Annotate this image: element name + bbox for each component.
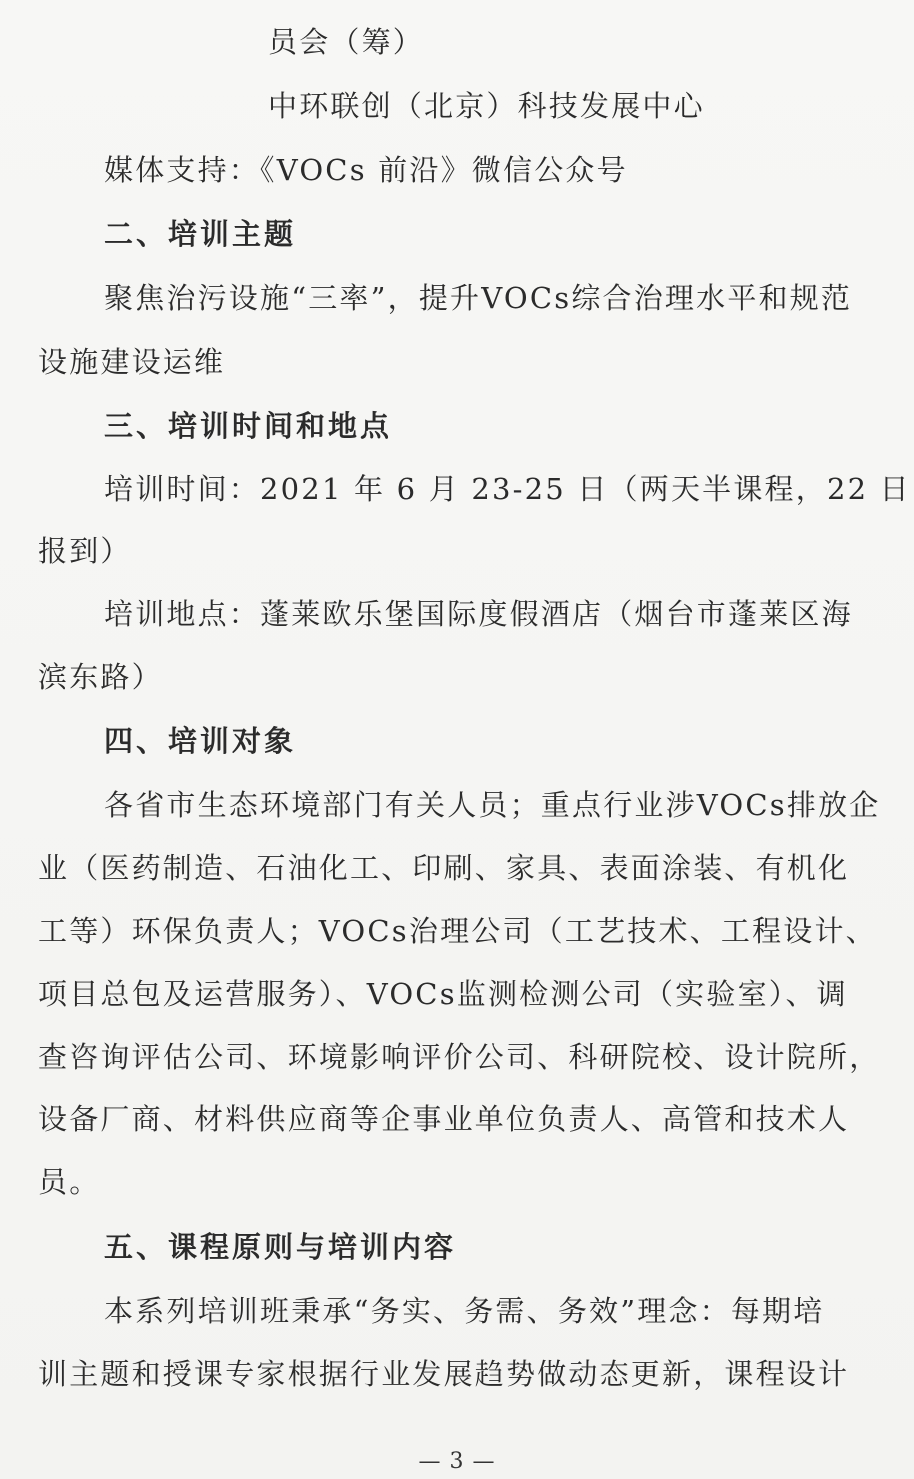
section-heading-time-place: 三、培训时间和地点 (104, 409, 393, 443)
organizer-line-1: 员会（筹） (268, 25, 425, 59)
theme-line-1: 聚焦治污设施“三率”，提升VOCs综合治理水平和规范 (104, 281, 853, 315)
audience-line-4: 项目总包及运营服务）、VOCs监测检测公司（实验室）、调 (38, 977, 848, 1011)
audience-line-2: 业（医药制造、石油化工、印刷、家具、表面涂装、有机化 (38, 851, 850, 885)
audience-line-6: 设备厂商、材料供应商等企事业单位负责人、高管和技术人 (38, 1102, 850, 1136)
course-line-1: 本系列培训班秉承“务实、务需、务效”理念：每期培 (104, 1294, 825, 1328)
section-heading-audience: 四、培训对象 (104, 724, 297, 758)
audience-line-5: 查咨询评估公司、环境影响评价公司、科研院校、设计院所， (38, 1040, 881, 1074)
audience-line-1: 各省市生态环境部门有关人员；重点行业涉VOCs排放企 (104, 788, 881, 822)
theme-line-2: 设施建设运维 (38, 345, 226, 379)
audience-line-7: 员。 (38, 1165, 101, 1199)
time-line-2: 报到） (38, 534, 132, 568)
place-line-2: 滨东路） (38, 660, 163, 694)
organizer-line-2: 中环联创（北京）科技发展中心 (268, 89, 705, 123)
media-support-line: 媒体支持：《VOCs 前沿》微信公众号 (104, 153, 628, 187)
section-heading-theme: 二、培训主题 (104, 217, 297, 251)
audience-line-3: 工等）环保负责人；VOCs治理公司（工艺技术、工程设计、 (38, 914, 877, 948)
course-line-2: 训主题和授课专家根据行业发展趋势做动态更新，课程设计 (38, 1357, 850, 1391)
page-number: — 3 — (418, 1449, 496, 1474)
place-line-1: 培训地点：蓬莱欧乐堡国际度假酒店（烟台市蓬莱区海 (104, 597, 853, 631)
section-heading-course: 五、课程原则与培训内容 (104, 1230, 457, 1264)
time-line-1: 培训时间：2021 年 6 月 23-25 日（两天半课程，22 日 (104, 472, 911, 506)
